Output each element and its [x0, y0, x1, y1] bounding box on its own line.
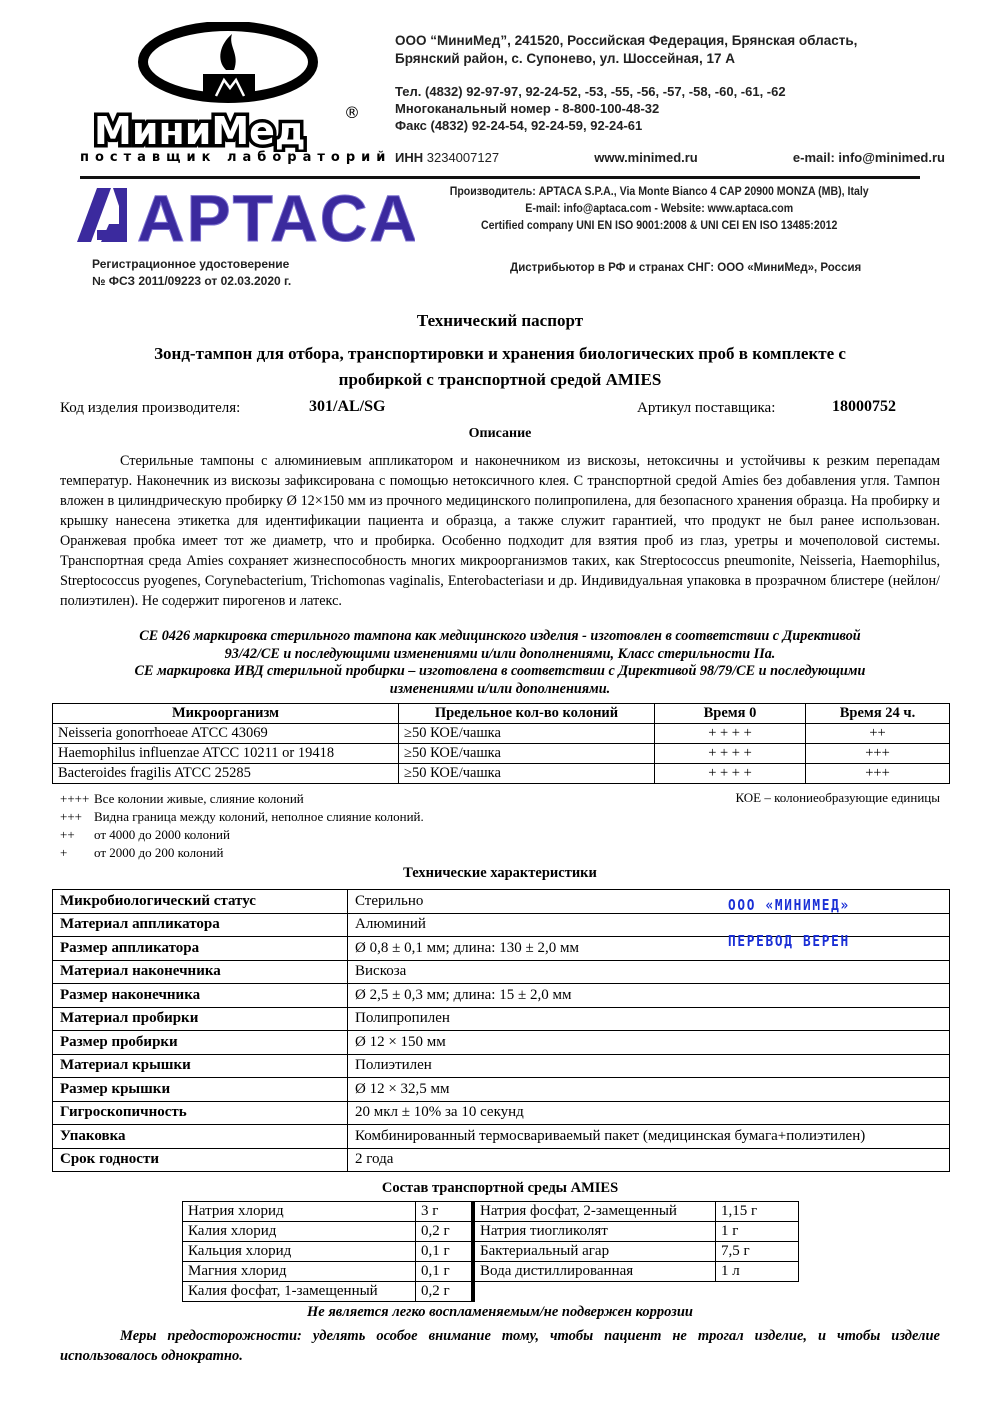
amount: 0,1 г: [416, 1242, 474, 1262]
spec-key: Размер наконечника: [53, 984, 348, 1008]
stamp-company: ООО «МИНИМЕД»: [728, 896, 850, 914]
spec-key: Упаковка: [53, 1125, 348, 1149]
stamp-text: ПЕРЕВОД ВЕРЕН: [728, 932, 850, 950]
table-row: [53, 1054, 950, 1078]
safety-note: Не является легко воспламеняемым/не подвержен коррозии: [307, 1304, 693, 1320]
table-row: [183, 1202, 799, 1222]
ingredient: Натрия фосфат, 2-замещенный: [473, 1202, 716, 1222]
table-row: [53, 1031, 950, 1055]
table-row: [53, 1101, 950, 1125]
precautions: Меры предосторожности: уделять особое внимание тому, чтобы пациент не трогал изделие, и чтобы изделие использовалось однократно.: [60, 1328, 940, 1364]
table-header-row: [53, 704, 950, 724]
svg-text:®: ®: [344, 103, 360, 122]
spec-value: Алюминий: [348, 913, 950, 937]
cell: Bacteroides fragilis ATCC 25285: [53, 764, 399, 784]
amount: 0,2 г: [416, 1282, 474, 1302]
ingredient: Магния хлорид: [183, 1262, 416, 1282]
column-header: Предельное кол-во колоний: [399, 704, 655, 724]
contact-row: [395, 150, 945, 165]
ingredient: Калия хлорид: [183, 1222, 416, 1242]
spec-key: Срок годности: [53, 1148, 348, 1172]
spec-key: Материал пробирки: [53, 1007, 348, 1031]
table-row: [53, 724, 950, 744]
tech-heading: Технические характеристики: [403, 865, 597, 881]
translation-stamp: [728, 887, 850, 959]
mfr-code-label: Код изделия производителя:: [60, 400, 241, 416]
microorganism-table: [52, 703, 950, 784]
page-title: Технический паспорт: [416, 311, 584, 330]
manufacturer-info: [420, 184, 898, 235]
ce-marking: [52, 628, 948, 698]
ingredient: Вода дистиллированная: [473, 1262, 716, 1282]
legend: [60, 790, 424, 862]
legend-text: от 4000 до 2000 колоний: [94, 827, 230, 842]
amies-heading: Состав транспортной среды AMIES: [381, 1180, 619, 1196]
cell: ≥50 КОЕ/чашка: [399, 764, 655, 784]
spec-value: Полипропилен: [348, 1007, 950, 1031]
spec-value: Комбинированный термосвариваемый пакет (медицинская бумага+полиэтилен): [348, 1125, 950, 1149]
legend-item: [60, 808, 424, 826]
spec-key: Размер аппликатора: [53, 937, 348, 961]
cell: +++: [806, 744, 950, 764]
manufacturer-line: Производитель: APTACA S.P.A., Via Monte Bianco 4 CAP 20900 MONZA (MB), Italy: [449, 186, 869, 198]
legend-symbol: ++++: [60, 791, 90, 806]
supplier-article: 18000752: [832, 398, 896, 415]
table-row: [53, 744, 950, 764]
company-address: [395, 32, 857, 68]
column-header: Время 24 ч.: [806, 704, 950, 724]
phone-line: Тел. (4832) 92-97-97, 92-24-52, -53, -55, -56, -57, -58, -60, -61, -62: [395, 84, 786, 99]
legend-item: [60, 826, 424, 844]
phone-line: Многоканальный номер - 8-800-100-48-32: [395, 101, 660, 116]
table-row: [53, 764, 950, 784]
product-name-line: пробиркой с транспортной средой AMIES: [338, 370, 662, 389]
spec-value: Полиэтилен: [348, 1054, 950, 1078]
spec-key: Материал крышки: [53, 1054, 348, 1078]
amount: 1 л: [716, 1262, 799, 1282]
table-row: [183, 1262, 799, 1282]
ingredient: Натрия тиогликолят: [473, 1222, 716, 1242]
cell: ≥50 КОЕ/чашка: [399, 744, 655, 764]
amount: 0,2 г: [416, 1222, 474, 1242]
product-name: [52, 341, 948, 393]
cell: + + + +: [655, 744, 806, 764]
cell: +++: [806, 764, 950, 784]
amount: 0,1 г: [416, 1262, 474, 1282]
amount: 1 г: [716, 1222, 799, 1242]
legend-text: Видна граница между колоний, неполное слияние колоний.: [94, 809, 424, 824]
address-line: Брянский район, с. Супонево, ул. Шоссейная, 17 А: [395, 51, 735, 66]
spec-key: Гигроскопичность: [53, 1101, 348, 1125]
website-link[interactable]: www.minimed.ru: [594, 150, 698, 165]
amount: 1,15 г: [716, 1202, 799, 1222]
distributor-info: Дистрибьютор в РФ и странах СНГ: ООО «МиниМед», Россия: [510, 262, 862, 274]
fax-line: Факс (4832) 92-24-54, 92-24-59, 92-24-61: [395, 118, 643, 133]
manufacturer-contacts: E-mail: info@aptaca.com - Website: www.aptaca.com: [525, 203, 794, 215]
legend-symbol: +: [60, 845, 68, 860]
ingredient: Бактериальный агар: [473, 1242, 716, 1262]
legend-item: [60, 790, 424, 808]
cell: ≥50 КОЕ/чашка: [399, 724, 655, 744]
cell: Neisseria gonorrhoeae ATCC 43069: [53, 724, 399, 744]
legend-text: от 2000 до 200 колоний: [94, 845, 224, 860]
svg-text:МиниМед: МиниМед: [94, 109, 306, 152]
mfr-code: 301/AL/SG: [309, 398, 386, 415]
cell: + + + +: [655, 724, 806, 744]
table-row: [53, 1148, 950, 1172]
spec-key: Материал наконечника: [53, 960, 348, 984]
ingredient: Натрия хлорид: [183, 1202, 416, 1222]
ingredient: Кальция хлорид: [183, 1242, 416, 1262]
company-phones: [395, 83, 786, 134]
table-row: [183, 1222, 799, 1242]
certification-line: Certified company UNI EN ISO 9001:2008 & UNI CEI EN ISO 13485:2012: [481, 220, 838, 232]
koe-note: КОЕ – колониеобразующие единицы: [735, 790, 940, 805]
table-row: [53, 1078, 950, 1102]
spec-value: Стерильно: [348, 890, 950, 914]
spec-value: 2 года: [348, 1148, 950, 1172]
aptaca-logo: [75, 184, 415, 246]
cell: ++: [806, 724, 950, 744]
registration-number: № ФСЗ 2011/09223 от 02.03.2020 г.: [92, 274, 292, 288]
amount: 7,5 г: [716, 1242, 799, 1262]
header-divider: [80, 176, 920, 179]
legend-text: Все колонии живые, слияние колоний: [94, 791, 304, 806]
spec-value: Ø 12 × 150 мм: [348, 1031, 950, 1055]
ce-line: CE маркировка ИВД стерильной пробирки – изготовлена в соответствии с Директивой 98/79/CE и последующими: [134, 663, 866, 679]
spec-value: Вискоза: [348, 960, 950, 984]
description-heading: Описание: [468, 426, 532, 441]
column-header: Микроорганизм: [53, 704, 399, 724]
email-link[interactable]: e-mail: info@minimed.ru: [792, 150, 945, 165]
inn: ИНН 3234007127: [395, 150, 500, 165]
spec-key: Размер крышки: [53, 1078, 348, 1102]
ce-line: 93/42/CE и последующими изменениями и/или дополнениями, Класс стерильности IIa.: [224, 645, 776, 662]
spec-value: Ø 2,5 ± 0,3 мм; длина: 15 ± 2,0 мм: [348, 984, 950, 1008]
ingredient: Калия фосфат, 1-замещенный: [183, 1282, 416, 1302]
legend-symbol: ++: [60, 827, 75, 842]
spec-key: Размер пробирки: [53, 1031, 348, 1055]
cell: Haemophilus influenzae ATCC 10211 or 19418: [53, 744, 399, 764]
legend-symbol: +++: [60, 809, 82, 824]
spec-value: Ø 0,8 ± 0,1 мм; длина: 130 ± 2,0 мм: [348, 937, 950, 961]
table-row: [53, 960, 950, 984]
amount: 3 г: [416, 1202, 474, 1222]
spec-key: Микробиологический статус: [53, 890, 348, 914]
spec-key: Материал аппликатора: [53, 913, 348, 937]
svg-text:APTACA: APTACA: [137, 184, 415, 246]
table-row: [183, 1282, 799, 1302]
column-header: Время 0: [655, 704, 806, 724]
ce-line: изменениями и/или дополнениями.: [389, 680, 611, 697]
table-row: [53, 1007, 950, 1031]
spec-value: 20 мкл ± 10% за 10 секунд: [348, 1101, 950, 1125]
registration-certificate: [92, 256, 291, 290]
product-name-line: Зонд-тампон для отбора, транспортировки и хранения биологических проб в комплекте с: [154, 344, 846, 363]
amies-composition-table: [182, 1201, 799, 1302]
legend-item: [60, 844, 424, 862]
minimed-tagline: поставщик лабораторий: [80, 150, 392, 165]
ce-line: CE 0426 маркировка стерильного тампона как медицинского изделия - изготовлен в соответствии с Директивой: [139, 628, 861, 644]
table-row: [53, 1125, 950, 1149]
table-row: [183, 1242, 799, 1262]
empty-cell: [473, 1282, 799, 1302]
registration-label: Регистрационное удостоверение: [92, 257, 290, 271]
supplier-article-label: Артикул поставщика:: [637, 400, 776, 416]
description-text: Стерильные тампоны с алюминиевым аппликатором и наконечником из вискозы, нетоксичны и устойчивы к резким перепадам температур. Наконечник из вискозы зафиксирована с помощью нетоксичного клея. С транспортной средой Amies без добавления угля. Тампон вложен в цилиндрическую пробирку Ø 12×150 мм из прочного медицинского полипропилена, для безопасного хранения образца. На пробирку и крышку нанесена этикетка для идентификации пациента и образца, а также служит гарантией, что продукт не был ранее использован. Оранжевая пробка имеет тот же диаметр, что и пробирка. Особенно подходит для взятия проб из глаз, уретры и мочеполовой системы. Транспортная среда Amies сохраняет жизнеспособность многих микроорганизмов таких, как Streptococcus pneumonite, Neisseria, Haemophilus, Streptococcus pyogenes, Corynebacterium, Trichomonas vaginalis, Enterobacteriasи и др. Индивидуальная упаковка в прозрачном блистере (нейлон/полиэтилен). Не содержит пирогенов и латекс.: [60, 453, 940, 609]
spec-value: Ø 12 × 32,5 мм: [348, 1078, 950, 1102]
table-row: [53, 984, 950, 1008]
cell: + + + +: [655, 764, 806, 784]
address-line: ООО “МиниМед”, 241520, Российская Федерация, Брянская область,: [395, 33, 858, 48]
